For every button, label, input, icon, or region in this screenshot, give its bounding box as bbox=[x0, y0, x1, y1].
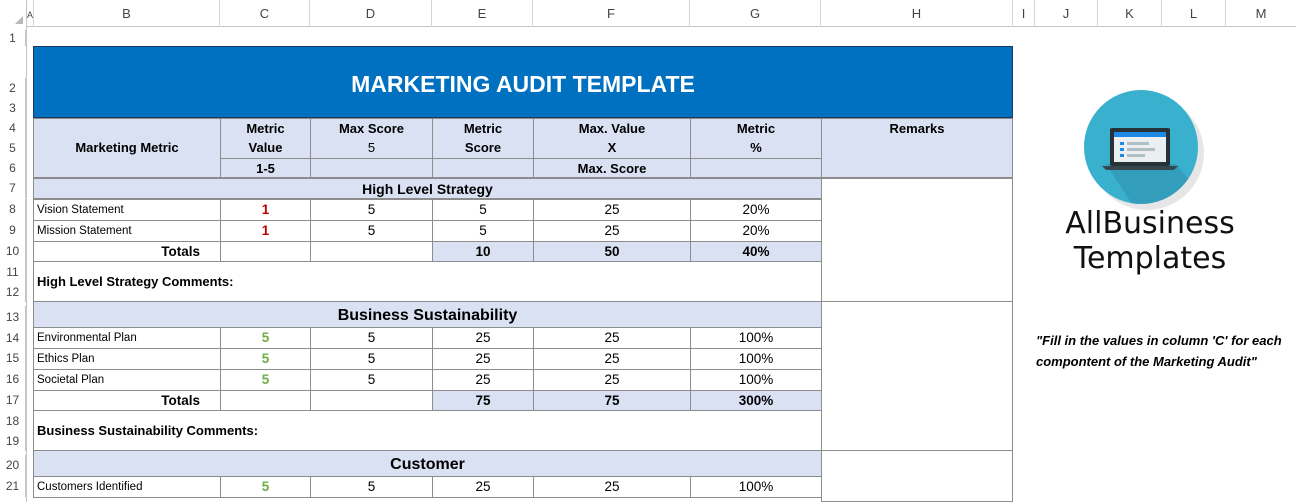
header-d-blank bbox=[310, 158, 433, 178]
header-g-percent: % bbox=[690, 138, 822, 158]
header-g-blank bbox=[690, 158, 822, 178]
metric-percent-cell[interactable]: 20% bbox=[690, 199, 822, 221]
column-header-c[interactable]: C bbox=[220, 0, 310, 27]
header-g-metric: Metric bbox=[690, 118, 822, 138]
column-header-k[interactable]: K bbox=[1098, 0, 1162, 27]
laptop-icon bbox=[1084, 90, 1198, 204]
metric-label[interactable]: Mission Statement bbox=[33, 220, 221, 242]
header-marketing-metric: Marketing Metric bbox=[33, 118, 221, 178]
totals-score[interactable]: 75 bbox=[432, 390, 534, 411]
metric-value-input[interactable]: 5 bbox=[220, 327, 311, 349]
section-title-customer: Customer bbox=[33, 450, 822, 477]
max-value-cell[interactable]: 25 bbox=[533, 369, 691, 391]
metric-value-input[interactable]: 1 bbox=[220, 199, 311, 221]
remarks-cell[interactable] bbox=[821, 450, 1013, 502]
row-header-20[interactable]: 20 bbox=[0, 455, 26, 476]
comments-label[interactable]: High Level Strategy Comments: bbox=[33, 261, 822, 302]
row-header-19[interactable]: 19 bbox=[0, 431, 26, 451]
row-header-21[interactable]: 21 bbox=[0, 476, 26, 497]
metric-percent-cell[interactable]: 100% bbox=[690, 476, 822, 498]
column-header-m[interactable]: M bbox=[1255, 6, 1267, 21]
metric-percent-cell[interactable]: 100% bbox=[690, 369, 822, 391]
column-header-l[interactable]: L bbox=[1162, 0, 1226, 27]
row-header-13[interactable]: 13 bbox=[0, 306, 26, 328]
header-d-value: 5 bbox=[310, 138, 433, 158]
totals-blank[interactable] bbox=[220, 241, 311, 262]
column-header-g[interactable]: G bbox=[690, 0, 821, 27]
row-header-2[interactable]: 2 bbox=[0, 78, 26, 98]
metric-score-cell[interactable]: 25 bbox=[432, 476, 534, 498]
column-header-f[interactable]: F bbox=[533, 0, 690, 27]
max-score-cell[interactable]: 5 bbox=[310, 348, 433, 370]
column-header-b[interactable]: B bbox=[34, 0, 220, 27]
column-header-i[interactable]: I bbox=[1013, 0, 1035, 27]
header-e-score: Score bbox=[432, 138, 534, 158]
metric-value-input[interactable]: 5 bbox=[220, 348, 311, 370]
header-c-metric: Metric bbox=[220, 118, 311, 138]
select-all-corner[interactable] bbox=[0, 0, 27, 27]
row-header-5[interactable]: 5 bbox=[0, 138, 26, 158]
metric-score-cell[interactable]: 5 bbox=[432, 199, 534, 221]
totals-blank[interactable] bbox=[220, 390, 311, 411]
row-header-7[interactable]: 7 bbox=[0, 178, 26, 198]
remarks-cell[interactable] bbox=[821, 178, 1013, 302]
row-header-15[interactable]: 15 bbox=[0, 348, 26, 369]
column-header-e[interactable]: E bbox=[432, 0, 533, 27]
max-score-cell[interactable]: 5 bbox=[310, 369, 433, 391]
max-score-cell[interactable]: 5 bbox=[310, 199, 433, 221]
section-title-high-level-strategy: High Level Strategy bbox=[33, 178, 822, 199]
header-c-range: 1-5 bbox=[220, 158, 311, 178]
max-score-cell[interactable]: 5 bbox=[310, 220, 433, 242]
header-f-x: X bbox=[533, 138, 691, 158]
max-score-cell[interactable]: 5 bbox=[310, 476, 433, 498]
metric-score-cell[interactable]: 25 bbox=[432, 369, 534, 391]
totals-max-value[interactable]: 50 bbox=[533, 241, 691, 262]
metric-score-cell[interactable]: 25 bbox=[432, 327, 534, 349]
metric-percent-cell[interactable]: 20% bbox=[690, 220, 822, 242]
totals-label: Totals bbox=[33, 390, 221, 411]
logo-text: Templates bbox=[1073, 241, 1227, 276]
page-title: MARKETING AUDIT TEMPLATE bbox=[33, 46, 1013, 118]
metric-score-cell[interactable]: 25 bbox=[432, 348, 534, 370]
header-f-max-value: Max. Value bbox=[533, 118, 691, 138]
column-header-d[interactable]: D bbox=[310, 0, 432, 27]
row-header-1[interactable]: 1 bbox=[0, 30, 26, 46]
row-header-4[interactable]: 4 bbox=[0, 118, 26, 138]
header-d-max-score: Max Score bbox=[310, 118, 433, 138]
instruction-note: "Fill in the values in column 'C' for each compontent of the Marketing Audit" bbox=[1036, 333, 1282, 369]
metric-label[interactable]: Societal Plan bbox=[33, 369, 221, 391]
metric-label[interactable]: Environmental Plan bbox=[33, 327, 221, 349]
totals-label: Totals bbox=[33, 241, 221, 262]
header-c-value: Value bbox=[220, 138, 311, 158]
column-header-bar bbox=[0, 0, 1296, 27]
totals-percent[interactable]: 40% bbox=[690, 241, 822, 262]
metric-percent-cell[interactable]: 100% bbox=[690, 327, 822, 349]
totals-percent[interactable]: 300% bbox=[690, 390, 822, 411]
max-score-cell[interactable]: 5 bbox=[310, 327, 433, 349]
row-header-12[interactable]: 12 bbox=[0, 282, 26, 302]
comments-label[interactable]: Business Sustainability Comments: bbox=[33, 410, 822, 451]
metric-value-input[interactable]: 1 bbox=[220, 220, 311, 242]
remarks-cell[interactable] bbox=[821, 301, 1013, 451]
row-header-10[interactable]: 10 bbox=[0, 241, 26, 262]
row-header-14[interactable]: 14 bbox=[0, 328, 26, 348]
metric-label[interactable]: Ethics Plan bbox=[33, 348, 221, 370]
logo-text: AllBusiness bbox=[1065, 206, 1235, 241]
max-value-cell[interactable]: 25 bbox=[533, 327, 691, 349]
max-value-cell[interactable]: 25 bbox=[533, 476, 691, 498]
row-header-8[interactable]: 8 bbox=[0, 199, 26, 220]
column-header-a[interactable]: A bbox=[27, 0, 34, 27]
totals-score[interactable]: 10 bbox=[432, 241, 534, 262]
metric-value-input[interactable]: 5 bbox=[220, 476, 311, 498]
header-remarks: Remarks bbox=[821, 118, 1013, 178]
totals-max-value[interactable]: 75 bbox=[533, 390, 691, 411]
header-e-metric: Metric bbox=[432, 118, 534, 138]
max-value-cell[interactable]: 25 bbox=[533, 348, 691, 370]
row-header-6[interactable]: 6 bbox=[0, 158, 26, 178]
column-header-h[interactable]: H bbox=[821, 0, 1013, 27]
row-header-9[interactable]: 9 bbox=[0, 220, 26, 241]
max-value-cell[interactable]: 25 bbox=[533, 199, 691, 221]
column-header-j[interactable]: J bbox=[1035, 0, 1098, 27]
metric-value-input[interactable]: 5 bbox=[220, 369, 311, 391]
metric-percent-cell[interactable]: 100% bbox=[690, 348, 822, 370]
row-header-3[interactable]: 3 bbox=[0, 98, 26, 118]
row-header-16[interactable]: 16 bbox=[0, 369, 26, 390]
metric-label[interactable]: Vision Statement bbox=[33, 199, 221, 221]
row-header-11[interactable]: 11 bbox=[0, 262, 26, 282]
max-value-cell[interactable]: 25 bbox=[533, 220, 691, 242]
header-f-max-score: Max. Score bbox=[533, 158, 691, 178]
metric-label[interactable]: Customers Identified bbox=[33, 476, 221, 498]
totals-blank[interactable] bbox=[310, 241, 433, 262]
row-header-18[interactable]: 18 bbox=[0, 411, 26, 431]
metric-score-cell[interactable]: 5 bbox=[432, 220, 534, 242]
section-title-business-sustainability: Business Sustainability bbox=[33, 301, 822, 328]
totals-blank[interactable] bbox=[310, 390, 433, 411]
header-e-blank bbox=[432, 158, 534, 178]
row-header-17[interactable]: 17 bbox=[0, 390, 26, 411]
